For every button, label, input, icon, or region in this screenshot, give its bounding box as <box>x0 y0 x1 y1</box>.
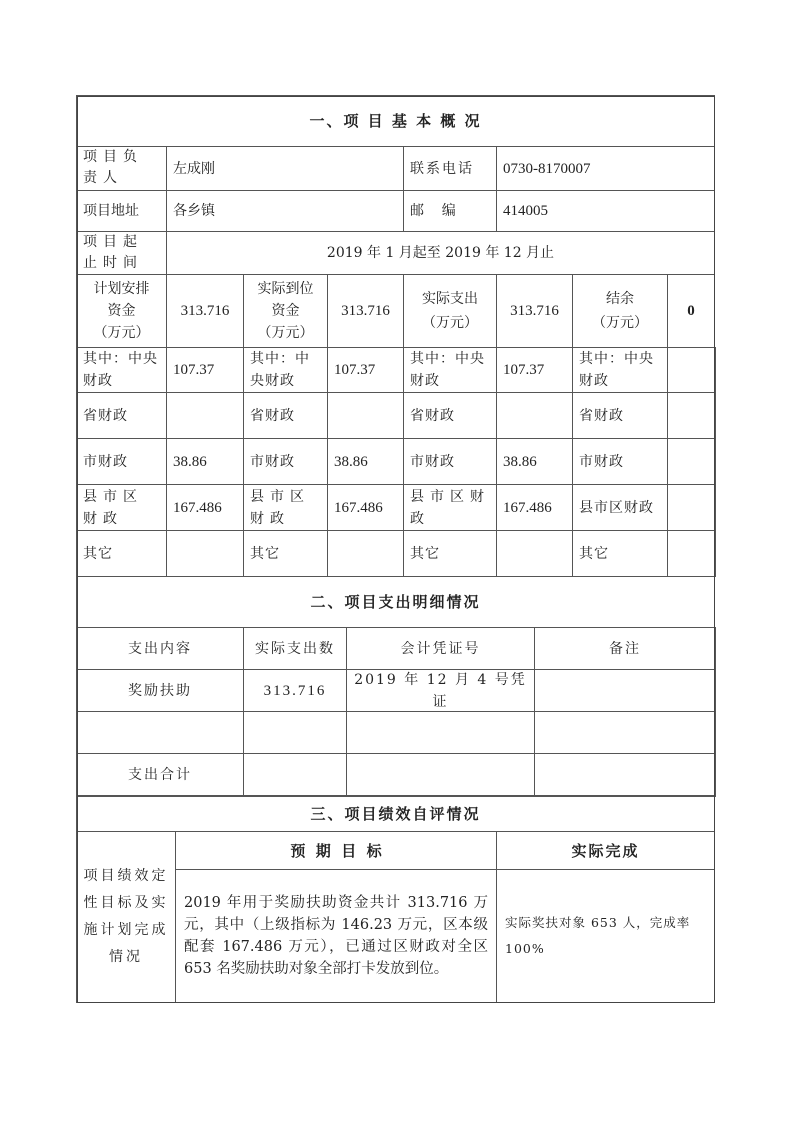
actual-expense-label <box>403 274 497 348</box>
breakdown-value: 167.486 <box>327 484 404 531</box>
breakdown-value <box>667 347 716 393</box>
expense-cell <box>76 711 244 754</box>
breakdown-label: 市财政 <box>403 438 497 485</box>
actual-completion-text: 实际奖扶对象 653 人，完成率 100% <box>496 869 715 1003</box>
expense-header: 备注 <box>534 627 716 670</box>
postcode-label: 邮 编 <box>403 190 497 232</box>
breakdown-value: 167.486 <box>496 484 573 531</box>
expense-cell <box>346 753 535 797</box>
received-funds-label <box>243 274 328 348</box>
expense-header: 会计凭证号 <box>346 627 535 670</box>
actual-expense-value: 313.716 <box>496 274 573 348</box>
planned-funds-line2: 资金 <box>107 303 136 319</box>
planned-funds-value: 313.716 <box>166 274 244 348</box>
period-label: 项目起止时间 <box>76 231 167 275</box>
phone-value: 0730-8170007 <box>496 146 715 191</box>
breakdown-label: 县市区财政 <box>243 484 328 531</box>
postcode-value: 414005 <box>496 190 715 232</box>
breakdown-label: 其它 <box>572 530 668 577</box>
expected-goal-header: 预 期 目 标 <box>175 831 497 870</box>
actual-expense-line1: 实际支出 <box>422 291 478 307</box>
breakdown-value: 107.37 <box>496 347 573 393</box>
planned-funds-label <box>76 274 167 348</box>
breakdown-label: 其中：中央财政 <box>403 347 497 393</box>
expense-cell <box>243 753 347 797</box>
section2-title: 二、项目支出明细情况 <box>76 576 715 628</box>
received-funds-line3: （万元） <box>257 325 314 341</box>
breakdown-label: 省财政 <box>572 392 668 439</box>
expense-cell <box>534 669 716 712</box>
section1-title: 一、项 目 基 本 概 况 <box>76 95 715 147</box>
breakdown-value <box>496 530 573 577</box>
breakdown-label: 其它 <box>76 530 167 577</box>
breakdown-label: 省财政 <box>76 392 167 439</box>
breakdown-value: 107.37 <box>327 347 404 393</box>
section3-title: 三、项目绩效自评情况 <box>76 795 715 832</box>
expense-cell <box>534 711 716 754</box>
breakdown-value <box>667 530 716 577</box>
breakdown-label: 其中：中央财政 <box>572 347 668 393</box>
breakdown-label: 市财政 <box>243 438 328 485</box>
expense-cell <box>243 711 347 754</box>
breakdown-value: 167.486 <box>166 484 244 531</box>
expense-cell <box>346 711 535 754</box>
expense-header: 支出内容 <box>76 627 244 670</box>
received-funds-line1: 实际到位 <box>257 281 314 297</box>
actual-expense-line2: （万元） <box>422 315 478 331</box>
expense-cell: 支出合计 <box>76 753 244 797</box>
received-funds-value: 313.716 <box>327 274 404 348</box>
breakdown-label: 县市区财政 <box>76 484 167 531</box>
expected-goal-text: 2019 年用于奖励扶助资金共计 313.716 万元，其中（上级指标为 146.23 万元，区本级配套 167.486 万元），已通过区财政对全区 653 名奖励扶助对象全部打卡发放到位。 <box>175 869 497 1003</box>
planned-funds-line1: 计划安排 <box>93 281 150 297</box>
breakdown-value <box>166 392 244 439</box>
breakdown-label: 其它 <box>403 530 497 577</box>
breakdown-label: 省财政 <box>243 392 328 439</box>
breakdown-label: 市财政 <box>76 438 167 485</box>
breakdown-label: 其中：中央财政 <box>76 347 167 393</box>
expense-cell: 313.716 <box>243 669 347 712</box>
breakdown-label: 其中：中央财政 <box>243 347 328 393</box>
planned-funds-line3: （万元） <box>93 325 150 341</box>
breakdown-label: 省财政 <box>403 392 497 439</box>
breakdown-value <box>667 484 716 531</box>
actual-completion-header: 实际完成 <box>496 831 715 870</box>
breakdown-value <box>166 530 244 577</box>
performance-row-label: 项目绩效定性目标及实施计划完成情况 <box>76 831 176 1003</box>
breakdown-value <box>496 392 573 439</box>
breakdown-label: 市财政 <box>572 438 668 485</box>
breakdown-label: 县市区财政 <box>572 484 668 531</box>
period-value: 2019 年 1 月起至 2019 年 12 月止 <box>166 231 715 275</box>
breakdown-value <box>667 392 716 439</box>
expense-header: 实际支出数 <box>243 627 347 670</box>
breakdown-value <box>667 438 716 485</box>
phone-label: 联系电话 <box>403 146 497 191</box>
balance-line2: （万元） <box>592 315 648 331</box>
balance-value: 0 <box>667 274 715 348</box>
breakdown-value: 38.86 <box>166 438 244 485</box>
breakdown-value: 38.86 <box>496 438 573 485</box>
breakdown-value: 107.37 <box>166 347 244 393</box>
breakdown-value <box>327 392 404 439</box>
address-label: 项目地址 <box>76 190 167 232</box>
expense-cell: 2019 年 12 月 4 号凭证 <box>346 669 535 712</box>
leader-label: 项目负责人 <box>76 146 167 191</box>
breakdown-label: 其它 <box>243 530 328 577</box>
balance-line1: 结余 <box>606 291 634 307</box>
breakdown-value: 38.86 <box>327 438 404 485</box>
breakdown-value <box>327 530 404 577</box>
received-funds-line2: 资金 <box>271 303 300 319</box>
leader-value: 左成刚 <box>166 146 404 191</box>
breakdown-label: 县市区财政 <box>403 484 497 531</box>
address-value: 各乡镇 <box>166 190 404 232</box>
expense-cell <box>534 753 716 797</box>
expense-cell: 奖励扶助 <box>76 669 244 712</box>
balance-label <box>572 274 668 348</box>
